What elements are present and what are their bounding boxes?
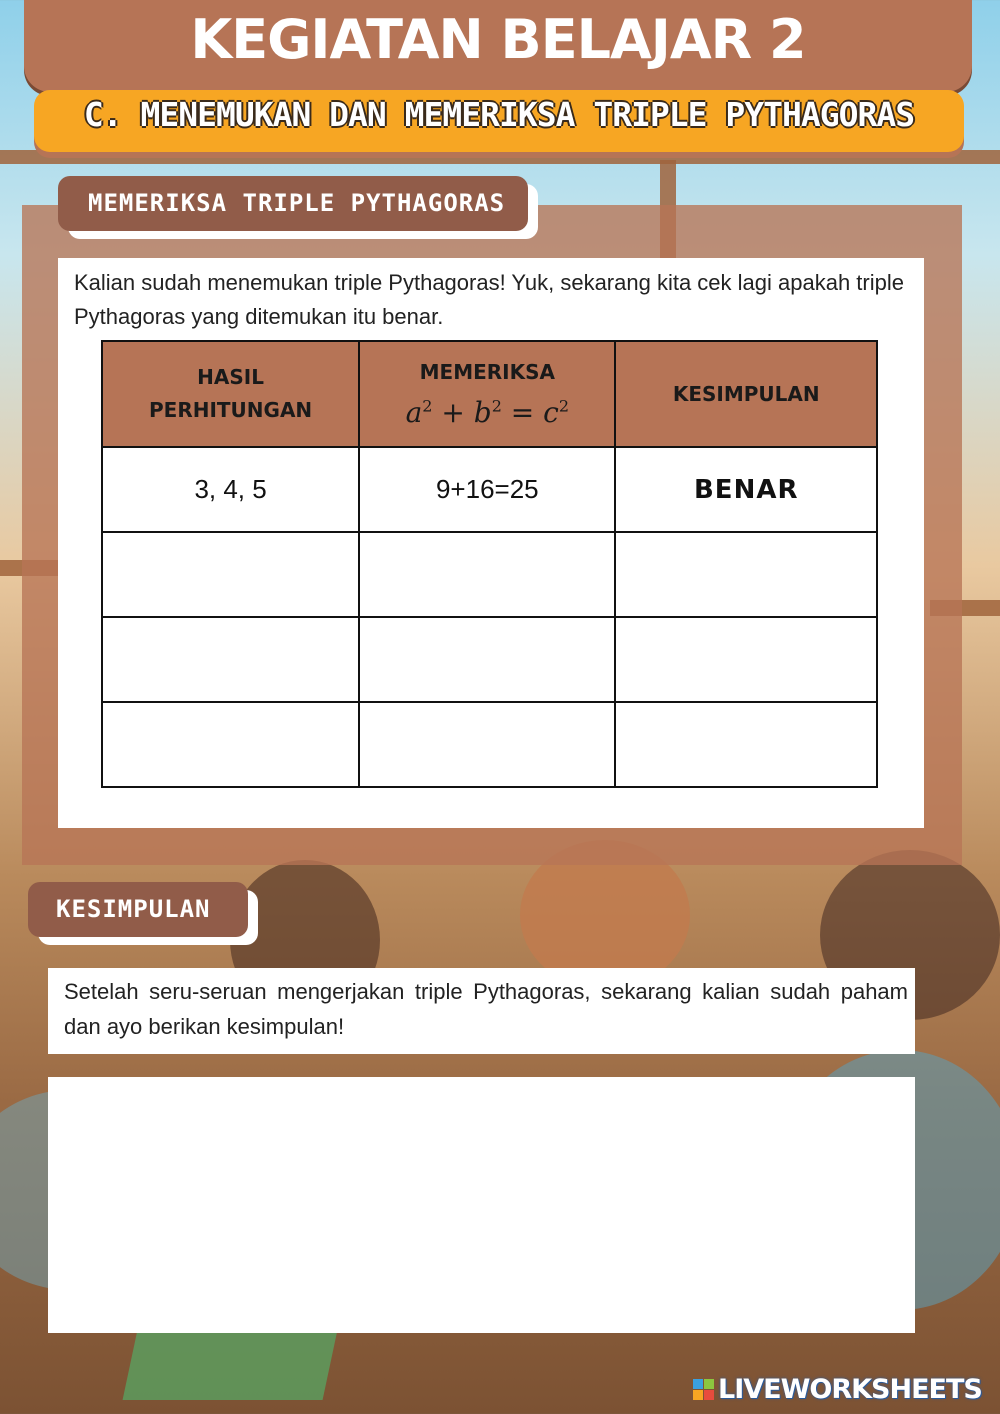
cell-kesimpulan-input[interactable] [615,617,877,702]
cell-kesimpulan-input[interactable] [615,702,877,787]
watermark-text: LIVEWORKSHEETS [718,1373,982,1405]
header-hasil-perhitungan [102,341,359,447]
header-kesimpulan: KESIMPULAN [615,341,877,447]
header-memeriksa-label: MEMERIKSA [419,360,555,385]
header-memeriksa [359,341,615,447]
check-section-label: MEMERIKSA TRIPLE PYTHAGORAS [88,189,506,217]
page-title: KEGIATAN BELAJAR 2 [190,8,806,71]
cell-hasil-input[interactable] [102,617,359,702]
pythagoras-formula: $a^2 + b^2 = c^2$ [405,395,570,429]
check-intro-text: Kalian sudah menemukan triple Pythagoras! Yuk, sekarang kita cek lagi apakah triple Pythagoras yang ditemukan itu benar. [74,270,904,329]
pythagoras-check-table [101,340,878,788]
cell-hasil-input[interactable] [102,702,359,787]
cell-hasil-input[interactable] [102,532,359,617]
liveworksheets-logo-icon [693,1379,714,1400]
conclusion-prompt: Setelah seru-seruan mengerjakan triple Pythagoras, sekarang kalian sudah paham dan ayo berikan kesimpulan! [64,979,908,1039]
conclusion-label: KESIMPULAN [56,895,211,923]
cell-hasil: 3, 4, 5 [102,447,359,532]
table-row [102,532,877,617]
table-header-row [102,341,877,447]
header-hasil-line2: PERHITUNGAN [149,398,313,422]
cell-kesimpulan: BENAR [615,447,877,532]
header-hasil-line1: HASIL [197,365,264,389]
cell-memeriksa-input[interactable] [359,617,615,702]
cell-memeriksa-input[interactable] [359,532,615,617]
table-row [102,702,877,787]
cell-memeriksa-input[interactable] [359,702,615,787]
table-row [102,447,877,532]
cell-memeriksa: 9+16=25 [359,447,615,532]
conclusion-answer-input[interactable] [48,1077,915,1333]
table-row [102,617,877,702]
page-subtitle: C. MENEMUKAN DAN MEMERIKSA TRIPLE PYTHAGORAS [83,95,915,134]
liveworksheets-watermark [693,1371,982,1407]
cell-kesimpulan-input[interactable] [615,532,877,617]
